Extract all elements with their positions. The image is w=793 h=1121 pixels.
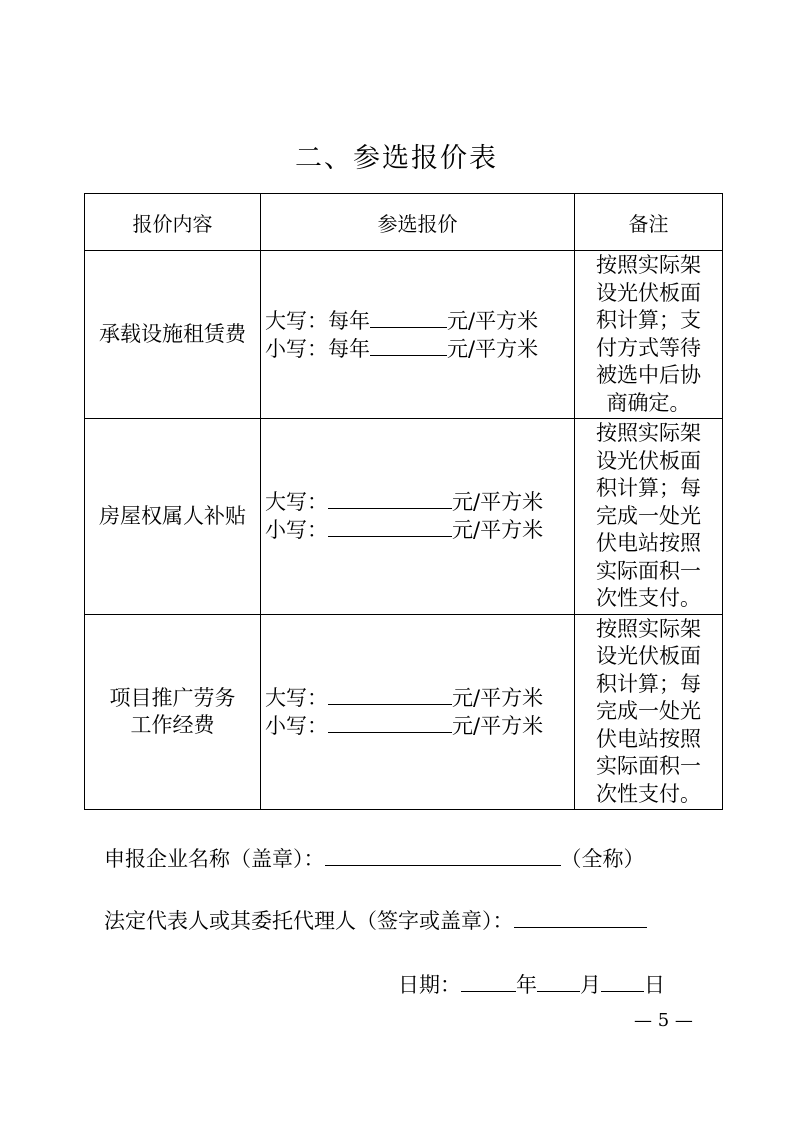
- remark-cell: 按照实际架 设光伏板面 积计算；每 完成一处光 伏电站按照 实际面积一 次性支付。: [575, 419, 723, 615]
- date-year-input[interactable]: [461, 973, 516, 992]
- price-cell: [261, 419, 575, 615]
- upper-price-input[interactable]: [328, 686, 452, 705]
- price-cell: [261, 614, 575, 810]
- table-row: [85, 419, 723, 615]
- price-lower: 小写： 元/平方米: [265, 713, 544, 738]
- header-content: 报价内容: [85, 194, 261, 251]
- header-price: 参选报价: [261, 194, 575, 251]
- company-name-input[interactable]: [325, 847, 561, 866]
- price-upper: 大写：每年 元/平方米: [265, 308, 539, 333]
- representative-input[interactable]: [514, 909, 647, 928]
- item-name: 项目推广劳务 工作经费: [85, 614, 261, 810]
- table-row: [85, 251, 723, 419]
- date-line: 日期： 年 月 日: [398, 973, 665, 997]
- company-name-line: 申报企业名称（盖章）： （全称）: [104, 847, 645, 871]
- table-header-row: [85, 194, 723, 251]
- representative-line: 法定代表人或其委托代理人（签字或盖章）：: [104, 905, 647, 935]
- page-number: — 5 —: [634, 1010, 693, 1031]
- table-row: [85, 614, 723, 810]
- date-month-input[interactable]: [537, 973, 580, 992]
- item-name: 房屋权属人补贴: [85, 419, 261, 615]
- upper-price-input[interactable]: [328, 490, 452, 509]
- price-upper: 大写： 元/平方米: [265, 685, 544, 710]
- lower-price-input[interactable]: [370, 337, 447, 356]
- price-lower: 小写：每年 元/平方米: [265, 336, 539, 361]
- remark-cell: 按照实际架 设光伏板面 积计算；支 付方式等待 被选中后协 商确定。: [575, 251, 723, 419]
- date-day-input[interactable]: [601, 973, 644, 992]
- price-cell: [261, 251, 575, 419]
- header-remark: 备注: [575, 194, 723, 251]
- price-upper: 大写： 元/平方米: [265, 490, 544, 515]
- page-title: 二、参选报价表: [295, 143, 498, 174]
- lower-price-input[interactable]: [328, 714, 452, 733]
- upper-price-input[interactable]: [370, 309, 447, 328]
- lower-price-input[interactable]: [328, 518, 452, 537]
- price-lower: 小写： 元/平方米: [265, 518, 544, 543]
- quote-table: [84, 193, 723, 810]
- item-name: 承载设施租赁费: [85, 251, 261, 419]
- remark-cell: 按照实际架 设光伏板面 积计算；每 完成一处光 伏电站按照 实际面积一 次性支付。: [575, 614, 723, 810]
